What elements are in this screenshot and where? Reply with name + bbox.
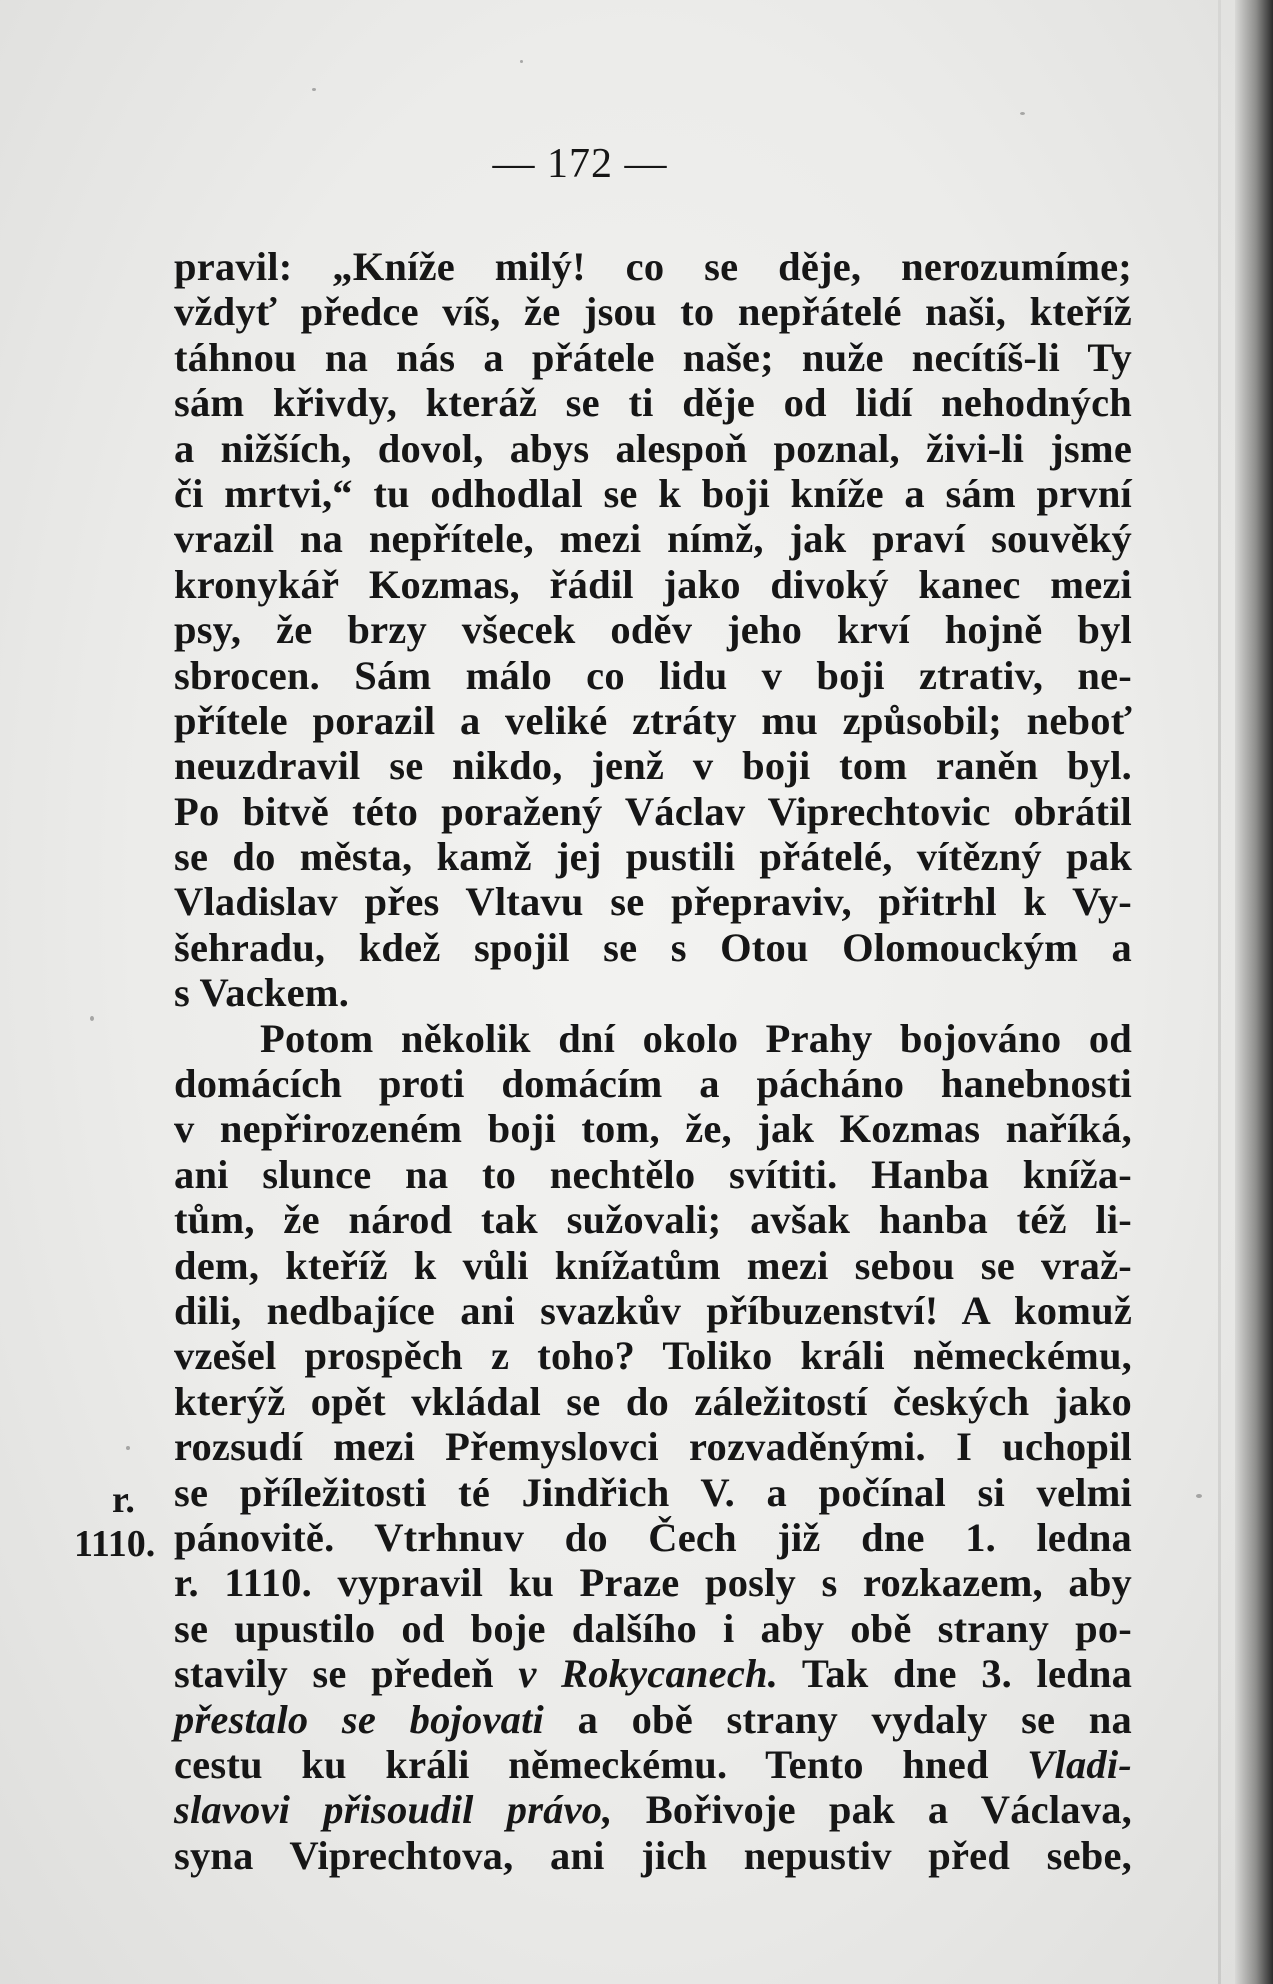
text-line: šehradu, kdež spojil se s Otou Olomouckým a — [174, 924, 1132, 970]
text-segment-italic: přestalo se bojovati — [174, 1696, 544, 1742]
print-speck — [1020, 112, 1025, 115]
print-speck — [90, 1016, 94, 1021]
text-line: syna Viprechtova, ani jich nepustiv před sebe, — [174, 1832, 1132, 1878]
print-speck — [1196, 1494, 1202, 1498]
text-line: ani slunce na to nechtělo svítiti. Hanba kníža- — [174, 1151, 1132, 1197]
text-line: se do města, kamž jej pustili přátelé, vítězný pak — [174, 834, 1132, 880]
text-segment-italic: slavovi přisoudil právo, — [174, 1787, 613, 1833]
print-speck — [520, 60, 523, 63]
text-line: r. 1110. vypravil ku Praze posly s rozkazem, aby — [174, 1560, 1132, 1606]
text-line: neuzdravil se nikdo, jenž v boji tom raněn byl. — [174, 743, 1132, 789]
text-segment: Tak dne 3. ledna — [801, 1651, 1133, 1697]
text-line-mixed — [174, 1787, 1132, 1832]
text-line: rozsudí mezi Přemyslovci rozvaděnými. I uchopil — [174, 1424, 1132, 1470]
text-line: táhnou na nás a přátele naše; nuže necítíš-li Ty — [174, 334, 1132, 380]
margin-note-r: r. — [112, 1479, 135, 1521]
text-line: dem, kteříž k vůli knížatům mezi sebou se vraž- — [174, 1242, 1132, 1288]
margin-note-year: 1110. — [74, 1523, 156, 1565]
text-line: psy, že brzy všecek oděv jeho krví hojně byl — [174, 607, 1132, 653]
print-speck — [312, 88, 316, 91]
text-line: tům, že národ tak sužovali; avšak hanba též li- — [174, 1197, 1132, 1243]
text-segment: Bořivoje pak a Václava, — [645, 1787, 1132, 1833]
text-segment-italic: v Rokycanech. — [518, 1651, 779, 1697]
text-line: domácích proti domácím a pácháno hanebnosti — [174, 1061, 1132, 1107]
text-line: kronykář Kozmas, řádil jako divoký kanec mezi — [174, 561, 1132, 607]
text-line: pánovitě. Vtrhnuv do Čech již dne 1. ledna — [174, 1514, 1132, 1560]
page-edge-shadow — [1235, 0, 1273, 1984]
text-line: v nepřirozeném boji tom, že, jak Kozmas naříká, — [174, 1106, 1132, 1152]
text-line: sám křivdy, kteráž se ti děje od lidí nehodných — [174, 380, 1132, 426]
text-line: Po bitvě této poražený Václav Viprechtovic obrátil — [174, 788, 1132, 834]
text-line-mixed — [174, 1651, 1132, 1696]
text-line: kterýž opět vkládal se do záležitostí českých jako — [174, 1378, 1132, 1424]
text-line: se upustilo od boje dalšího i aby obě strany po- — [174, 1605, 1132, 1651]
text-line: a nižších, dovol, abys alespoň poznal, živi-li jsme — [174, 425, 1132, 471]
text-line-mixed — [174, 1697, 1132, 1742]
text-segment: a obě strany vydaly se na — [577, 1696, 1132, 1742]
text-line: Vladislav přes Vltavu se přepraviv, přitrhl k Vy- — [174, 879, 1132, 925]
text-line-paragraph-start: Potom několik dní okolo Prahy bojováno od — [260, 1015, 1132, 1061]
text-line: či mrtvi,“ tu odhodlal se k boji kníže a sám první — [174, 470, 1132, 516]
text-segment: stavily se předeň — [174, 1651, 494, 1697]
page-number: — 172 — — [492, 141, 668, 187]
page-fold-line — [1218, 0, 1221, 1984]
text-line: vrazil na nepřítele, mezi nímž, jak praví souvěký — [174, 516, 1132, 562]
text-line: přítele porazil a veliké ztráty mu způsobil; neboť — [174, 697, 1132, 743]
text-line-mixed — [174, 1742, 1132, 1787]
text-line: pravil: „Kníže milý! co se děje, nerozumíme; — [174, 244, 1132, 289]
text-line: vzešel prospěch z toho? Toliko králi německému, — [174, 1333, 1132, 1379]
body-text — [174, 244, 1132, 1878]
text-line: se příležitosti té Jindřich V. a počínal si velmi — [174, 1469, 1132, 1515]
text-segment: cestu ku králi německému. Tento hned — [174, 1741, 989, 1787]
text-line: vždyť předce víš, že jsou to nepřátelé naši, kteříž — [174, 289, 1132, 335]
text-line-paragraph-end: s Vackem. — [174, 970, 350, 1016]
print-speck — [126, 1446, 130, 1450]
text-line: sbrocen. Sám málo co lidu v boji ztrativ, ne- — [174, 652, 1132, 698]
text-line: dili, nedbajíce ani svazkův příbuzenství! A komuž — [174, 1287, 1132, 1333]
text-segment-italic: Vladi- — [1027, 1741, 1132, 1787]
